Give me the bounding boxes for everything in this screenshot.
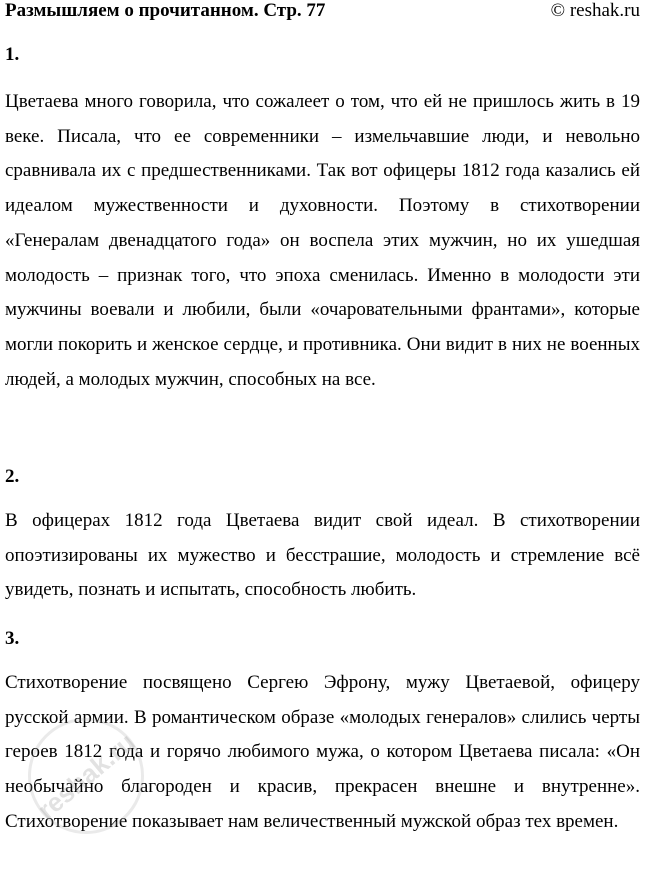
page-header — [5, 0, 640, 24]
section-text-1: Цветаева много говорила, что сожалеет о том, что ей не пришлось жить в 19 веке. Писала, что ее современники – измельчавшие люди, и невольно сравнивала их с предшественниками. Так вот офицеры 1812 года казались ей идеалом мужественности и духовности. Поэтому в стихотворении «Генералам двенадцатого года» он воспела этих мужчин, но их ушедшая молодость – признак того, что эпоха сменилась. Именно в молодости эти мужчины воевали и любили, были «очаровательными франтами», которые могли покорить и женское сердце, и противника. Они видит в них не военных людей, а молодых мужчин, способных на все. — [5, 91, 640, 390]
section-text-2: В офицерах 1812 года Цветаева видит свой идеал. В стихотворении опоэтизированы их мужество и бесстрашие, молодость и стремление всё увидеть, познать и испытать, способность любить. — [5, 510, 640, 601]
section-text-3: Стихотворение посвящено Сергею Эфрону, мужу Цветаевой, офицеру русской армии. В романтическом образе «молодых генералов» слились черты героев 1812 года и горячо любимого мужа, о котором Цветаева писала: «Он необычайно благороден и красив, прекрасен внешне и внутренне». Стихотворение показывает нам величественный мужской образ тех времен. — [5, 672, 640, 832]
source-credit: © reshak.ru — [550, 0, 640, 21]
section-number-3: 3. — [5, 628, 20, 649]
section-number-2: 2. — [5, 466, 20, 487]
watermark-text: reshak.ru — [31, 726, 141, 825]
section-number-1: 1. — [5, 44, 20, 65]
page-title: Размышляем о прочитанном. Стр. 77 — [5, 0, 326, 21]
